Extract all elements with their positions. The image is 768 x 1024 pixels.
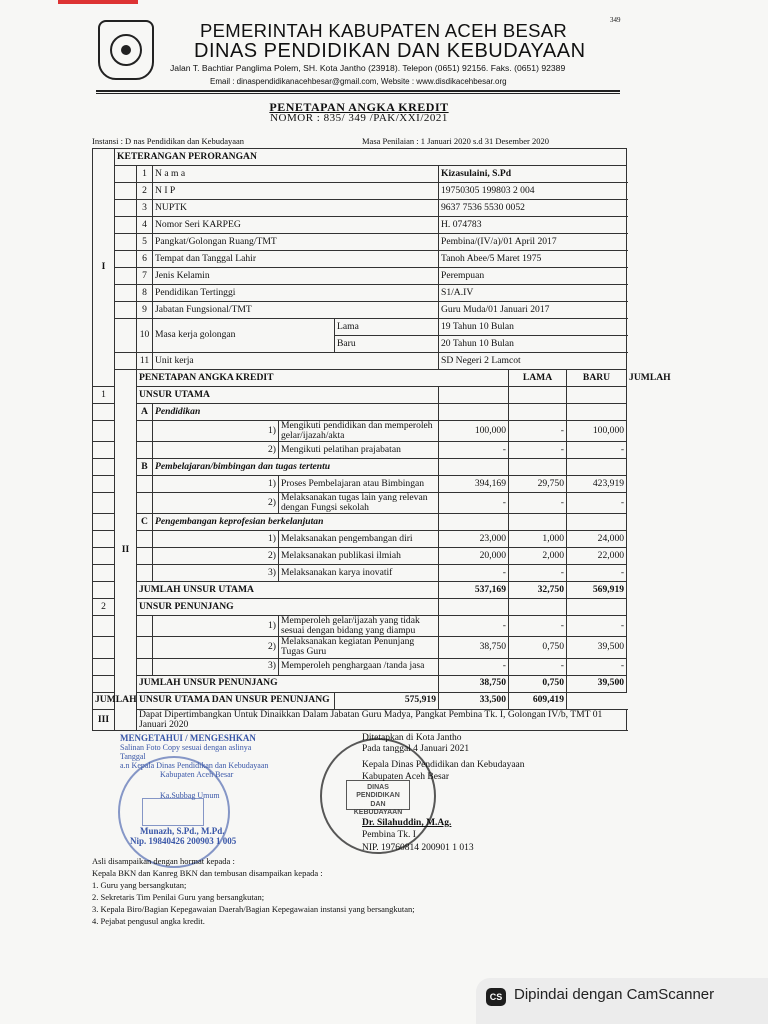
value-lama: 20,000 <box>439 548 509 565</box>
header-address: Jalan T. Bachtiar Panglima Polem, SH. Kota Jantho (23918). Telepon (0651) 92156. Faks. (0651) 92389 <box>170 63 566 73</box>
row-number: 3 <box>137 200 153 217</box>
stamp-label <box>346 780 410 817</box>
spacer-cell <box>115 285 137 302</box>
field-label: Pendidikan Tertinggi <box>153 285 439 302</box>
item-label: Memperoleh penghargaan /tanda jasa <box>279 658 439 675</box>
signatory-role1: Kepala Dinas Pendidikan dan Kebudayaan <box>362 760 525 770</box>
value-jumlah: - <box>567 565 627 582</box>
subsection-heading: UNSUR PENUNJANG <box>137 599 439 616</box>
spacer-cell <box>93 459 115 476</box>
subsection-heading: UNSUR UTAMA <box>137 387 439 404</box>
total-baru: 0,750 <box>509 675 567 692</box>
table-row <box>93 476 627 493</box>
section-roman: III <box>93 709 115 730</box>
value-jumlah: - <box>567 493 627 514</box>
value-baru: - <box>509 616 567 637</box>
header-agency: DINAS PENDIDIKAN DAN KEBUDAYAAN <box>194 40 586 62</box>
document-number: NOMOR : 835/ 349 /PAK/XXI/2021 <box>270 112 448 124</box>
table-row <box>93 616 627 637</box>
value-lama: - <box>439 442 509 459</box>
spacer-cell <box>115 166 137 183</box>
total-lama: 537,169 <box>439 582 509 599</box>
section-roman: II <box>115 370 137 731</box>
item-number: 1) <box>153 531 279 548</box>
distribution-line2: Kepala BKN dan Kanreg BKN dan tembusan disampaikan kepada : <box>92 868 323 878</box>
stamp-line2: DAN KEBUDAYAAN <box>353 800 403 817</box>
empty-cell <box>439 459 509 476</box>
empty-cell <box>567 599 627 616</box>
value-lama: 394,169 <box>439 476 509 493</box>
table-row <box>93 166 627 183</box>
field-value: SD Negeri 2 Lamcot <box>439 353 627 370</box>
empty-cell <box>509 459 567 476</box>
total-label: JUMLAH UNSUR UTAMA <box>137 582 439 599</box>
empty-cell <box>567 404 627 421</box>
group-heading: Pembelajaran/bimbingan dan tugas tertentu <box>153 459 439 476</box>
field-value: S1/A.IV <box>439 285 627 302</box>
group-letter: C <box>137 514 153 531</box>
field-label: Nomor Seri KARPEG <box>153 217 439 234</box>
item-number: 1) <box>153 421 279 442</box>
table-row <box>93 268 627 285</box>
table-row <box>93 514 627 531</box>
spacer-cell <box>93 658 115 675</box>
value-baru: - <box>509 421 567 442</box>
value-lama: - <box>439 493 509 514</box>
spacer-cell <box>137 476 153 493</box>
section-heading: KETERANGAN PERORANGAN <box>115 149 627 166</box>
legalisir-line2: Salinan Foto Copy sesuai dengan aslinya <box>120 743 252 752</box>
signatory-rank: Pembina Tk. I <box>362 830 416 840</box>
item-number: 1) <box>153 616 279 637</box>
field-sublabel: Baru <box>335 336 439 353</box>
table-row <box>93 599 627 616</box>
spacer-cell <box>115 353 137 370</box>
value-baru: - <box>509 493 567 514</box>
field-label: Jabatan Fungsional/TMT <box>153 302 439 319</box>
document-title: PENETAPAN ANGKA KREDIT <box>269 100 449 114</box>
spacer-cell <box>137 548 153 565</box>
value-lama: 23,000 <box>439 531 509 548</box>
table-row <box>93 234 627 251</box>
value-baru: 1,000 <box>509 531 567 548</box>
stamp-blue-icon <box>118 756 230 868</box>
spacer-cell <box>93 531 115 548</box>
item-label: Mengikuti pendidikan dan memperoleh gelar/ijazah/akta <box>279 421 439 442</box>
item-label: Melaksanakan kegiatan Penunjang Tugas Guru <box>279 637 439 658</box>
signatory-name: Dr. Silahuddin, M.Ag. <box>362 818 452 828</box>
field-label: Pangkat/Golongan Ruang/TMT <box>153 234 439 251</box>
total-baru: 32,750 <box>509 582 567 599</box>
table-row <box>93 692 627 709</box>
empty-cell <box>509 514 567 531</box>
field-value: 20 Tahun 10 Bulan <box>439 336 627 353</box>
spacer-cell <box>93 637 115 658</box>
table-row <box>93 149 627 166</box>
item-number: 2) <box>153 493 279 514</box>
field-value: 19750305 199803 2 004 <box>439 183 627 200</box>
page-number: 349 <box>610 16 621 24</box>
legalisir-line5: Kabupaten Aceh Besar <box>160 770 234 779</box>
spacer-cell <box>137 531 153 548</box>
value-lama: - <box>439 616 509 637</box>
group-letter: B <box>137 459 153 476</box>
group-heading: Pengembangan keprofesian berkelanjutan <box>153 514 439 531</box>
value-jumlah: - <box>567 442 627 459</box>
legalisir-line6: Ka.Subbag Umum <box>160 791 220 800</box>
spacer-cell <box>137 493 153 514</box>
table-row <box>93 353 627 370</box>
field-value: Guru Muda/01 Januari 2017 <box>439 302 627 319</box>
empty-cell <box>509 599 567 616</box>
spacer-cell <box>115 217 137 234</box>
header-rule-thin <box>96 93 620 94</box>
total-jumlah: 39,500 <box>567 675 627 692</box>
scanner-text: Dipindai dengan CamScanner <box>514 986 715 1003</box>
grand-total-baru: 33,500 <box>439 692 509 709</box>
spacer-cell <box>115 302 137 319</box>
section-heading: PENETAPAN ANGKA KREDIT <box>137 370 509 387</box>
item-label: Melaksanakan tugas lain yang relevan dengan Fungsi sekolah <box>279 493 439 514</box>
item-label: Mengikuti pelatihan prajabatan <box>279 442 439 459</box>
spacer-cell <box>137 565 153 582</box>
table-row <box>93 387 627 404</box>
field-value: Perempuan <box>439 268 627 285</box>
spacer-cell <box>115 319 137 353</box>
value-jumlah: - <box>567 658 627 675</box>
table-row <box>93 217 627 234</box>
field-label: Masa kerja golongan <box>153 319 335 353</box>
grand-total-lama: 575,919 <box>335 692 439 709</box>
value-baru: - <box>509 658 567 675</box>
value-jumlah: 24,000 <box>567 531 627 548</box>
signatory-role2: Kabupaten Aceh Besar <box>362 772 450 782</box>
spacer-cell <box>137 616 153 637</box>
table-row <box>93 565 627 582</box>
legalisir-line3: Tanggal <box>120 752 146 761</box>
value-jumlah: 100,000 <box>567 421 627 442</box>
table-row <box>93 302 627 319</box>
masa-penilaian-text: Masa Penilaian : 1 Januari 2020 s.d 31 Desember 2020 <box>362 136 549 146</box>
table-row: II PENETAPAN ANGKA KREDIT LAMA BARU JUMLAH <box>93 370 627 387</box>
field-label: NUPTK <box>153 200 439 217</box>
stamp-line1: DINAS PENDIDIKAN <box>356 784 400 800</box>
spacer-cell <box>93 514 115 531</box>
distribution-item: 3. Kepala Biro/Bagian Kepegawaian Daerah/Bagian Kepegawaian instansi yang bersangkutan; <box>92 904 415 914</box>
column-header: BARU <box>567 370 627 387</box>
table-row <box>93 493 627 514</box>
field-label: N a m a <box>153 166 439 183</box>
table-row <box>93 251 627 268</box>
table-row <box>93 459 627 476</box>
table-row <box>93 637 627 658</box>
value-jumlah: 423,919 <box>567 476 627 493</box>
row-number: 5 <box>137 234 153 251</box>
field-label: Unit kerja <box>153 353 439 370</box>
signatory-place: Ditetapkan di Kota Jantho <box>362 733 462 743</box>
item-label: Melaksanakan karya inovatif <box>279 565 439 582</box>
camscanner-logo-icon: CS <box>486 988 506 1006</box>
spacer-cell <box>115 268 137 285</box>
field-value: 9637 7536 5530 0052 <box>439 200 627 217</box>
value-lama: 38,750 <box>439 637 509 658</box>
table-row <box>93 183 627 200</box>
field-value: 19 Tahun 10 Bulan <box>439 319 627 336</box>
table-row <box>93 582 627 599</box>
row-number: 9 <box>137 302 153 319</box>
row-number: 10 <box>137 319 153 353</box>
row-number: 7 <box>137 268 153 285</box>
legalisir-title: MENGETAHUI / MENGESHKAN <box>120 733 256 743</box>
table-row <box>93 675 627 692</box>
field-label: Tempat dan Tanggal Lahir <box>153 251 439 268</box>
table-row <box>93 404 627 421</box>
value-lama: - <box>439 565 509 582</box>
table-row <box>93 421 627 442</box>
empty-cell <box>439 599 509 616</box>
item-number: 3) <box>153 565 279 582</box>
field-value: Kizasulaini, S.Pd <box>439 166 627 183</box>
field-value: H. 074783 <box>439 217 627 234</box>
spacer-cell <box>93 404 115 421</box>
total-jumlah: 569,919 <box>567 582 627 599</box>
header-government: PEMERINTAH KABUPATEN ACEH BESAR <box>200 20 568 41</box>
distribution-item: 4. Pejabat pengusul angka kredit. <box>92 916 205 926</box>
spacer-cell <box>93 565 115 582</box>
row-number: 2 <box>93 599 115 616</box>
red-mark <box>58 0 138 4</box>
distribution-item: 1. Guru yang bersangkutan; <box>92 880 187 890</box>
header-rule <box>96 90 620 92</box>
item-label: Melaksanakan publikasi ilmiah <box>279 548 439 565</box>
table-row <box>93 531 627 548</box>
empty-cell <box>567 514 627 531</box>
table-row <box>93 548 627 565</box>
table-row <box>93 658 627 675</box>
empty-cell <box>439 514 509 531</box>
item-label: Melaksanakan pengembangan diri <box>279 531 439 548</box>
spacer-cell <box>115 200 137 217</box>
empty-cell <box>439 404 509 421</box>
field-value: Pembina/(IV/a)/01 April 2017 <box>439 234 627 251</box>
field-sublabel: Lama <box>335 319 439 336</box>
signatory-nip: NIP. 19760814 200901 1 013 <box>362 843 474 853</box>
table-row <box>93 319 627 336</box>
spacer-cell <box>93 548 115 565</box>
distribution-item: 2. Sekretaris Tim Penilai Guru yang bersangkutan; <box>92 892 265 902</box>
spacer-cell <box>115 234 137 251</box>
group-heading: Pendidikan <box>153 404 439 421</box>
row-number: 1 <box>137 166 153 183</box>
grand-total-label: JUMLAH UNSUR UTAMA DAN UNSUR PENUNJANG <box>93 692 335 709</box>
table-row <box>93 200 627 217</box>
row-number: 4 <box>137 217 153 234</box>
group-letter: A <box>137 404 153 421</box>
row-number: 11 <box>137 353 153 370</box>
item-number: 2) <box>153 637 279 658</box>
spacer-cell <box>93 616 115 637</box>
spacer-cell <box>93 421 115 442</box>
empty-cell <box>509 387 567 404</box>
row-number: 8 <box>137 285 153 302</box>
value-jumlah: - <box>567 616 627 637</box>
legalisir-nip: Nip. 19840426 200903 1 005 <box>130 836 237 846</box>
field-label: Jenis Kelamin <box>153 268 439 285</box>
government-logo-icon <box>98 20 154 80</box>
value-baru: - <box>509 442 567 459</box>
section-roman: I <box>93 149 115 387</box>
empty-cell <box>567 459 627 476</box>
item-number: 1) <box>153 476 279 493</box>
value-jumlah: 22,000 <box>567 548 627 565</box>
field-value: Tanoh Abee/5 Maret 1975 <box>439 251 627 268</box>
signatory-date: Pada tanggal 4 Januari 2021 <box>362 744 470 754</box>
legalisir-name: Munazh, S.Pd., M.Pd. <box>140 826 225 836</box>
spacer-cell <box>93 476 115 493</box>
distribution-line1: Asli disampaikan dengan hormat kepada : <box>92 856 235 866</box>
item-number: 2) <box>153 442 279 459</box>
item-number: 3) <box>153 658 279 675</box>
header-email: Email : dinaspendidikanacehbesar@gmail.com, Website : www.disdikacehbesar.org <box>210 77 507 86</box>
table-row <box>93 442 627 459</box>
spacer-cell <box>115 251 137 268</box>
table-row <box>93 709 627 730</box>
value-jumlah: 39,500 <box>567 637 627 658</box>
spacer-cell <box>137 442 153 459</box>
spacer-cell <box>137 658 153 675</box>
recommendation-text: Dapat Dipertimbangkan Untuk Dinaikkan Dalam Jabatan Guru Madya, Pangkat Pembina Tk. I, Golongan IV/b, TMT 01 Januari 2020 <box>137 709 627 730</box>
row-number: 6 <box>137 251 153 268</box>
spacer-cell <box>93 582 115 599</box>
total-label: JUMLAH UNSUR PENUNJANG <box>137 675 439 692</box>
empty-cell <box>567 387 627 404</box>
spacer-cell <box>137 637 153 658</box>
spacer-cell <box>137 421 153 442</box>
instansi-text: Instansi : D nas Pendidikan dan Kebudayaan <box>92 136 245 146</box>
empty-cell <box>439 387 509 404</box>
row-number: 1 <box>93 387 115 404</box>
value-baru: 2,000 <box>509 548 567 565</box>
table-row <box>93 285 627 302</box>
value-lama: - <box>439 658 509 675</box>
spacer-cell <box>93 675 115 692</box>
item-number: 2) <box>153 548 279 565</box>
empty-cell <box>509 404 567 421</box>
grand-total-jumlah: 609,419 <box>509 692 567 709</box>
spacer-cell <box>115 183 137 200</box>
spacer-cell <box>93 493 115 514</box>
value-baru: - <box>509 565 567 582</box>
item-label: Memperoleh gelar/ijazah yang tidak sesuai dengan bidang yang diampu <box>279 616 439 637</box>
column-header: LAMA <box>509 370 567 387</box>
value-baru: 29,750 <box>509 476 567 493</box>
field-label: N I P <box>153 183 439 200</box>
legalisir-line4: a.n Kepala Dinas Pendidikan dan Kebudayaan <box>120 761 269 770</box>
item-label: Proses Pembelajaran atau Bimbingan <box>279 476 439 493</box>
value-lama: 100,000 <box>439 421 509 442</box>
value-baru: 0,750 <box>509 637 567 658</box>
total-lama: 38,750 <box>439 675 509 692</box>
row-number: 2 <box>137 183 153 200</box>
spacer-cell <box>93 442 115 459</box>
credit-table <box>92 148 671 731</box>
